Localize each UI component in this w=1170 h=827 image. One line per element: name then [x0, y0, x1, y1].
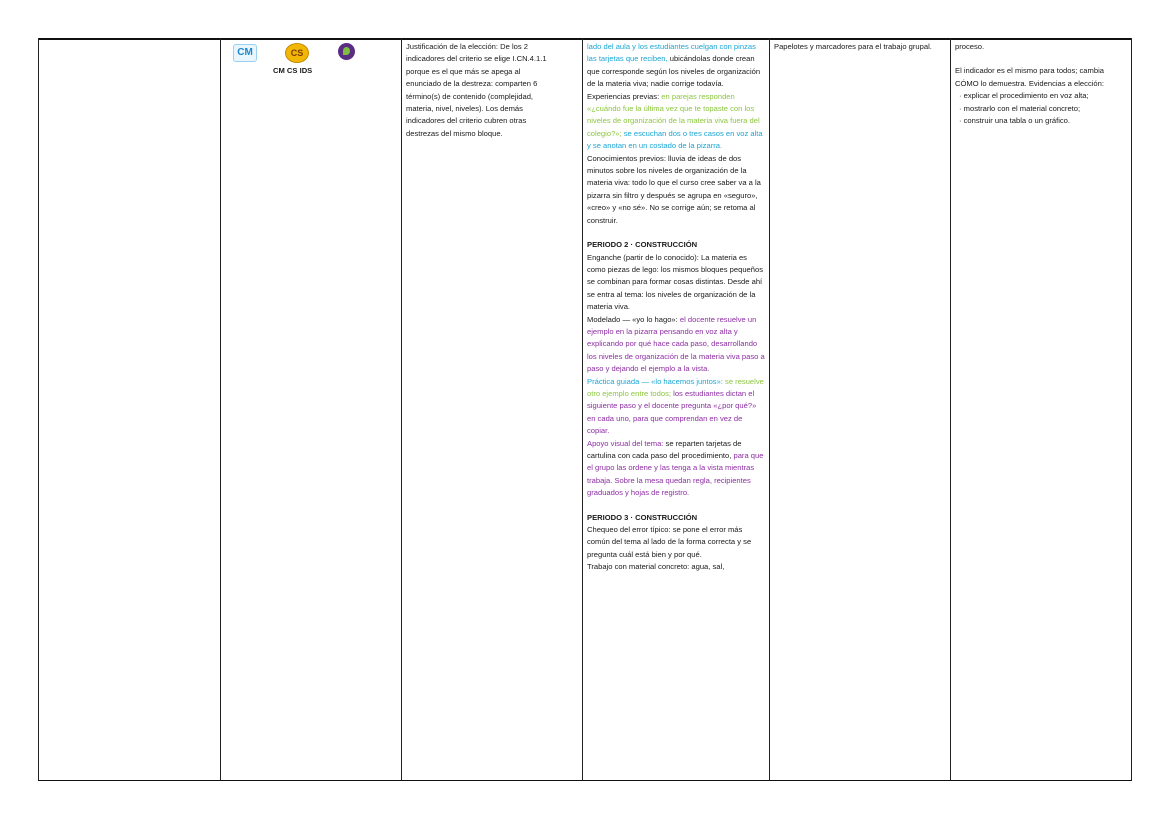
logos-caption: CM CS IDS [273, 66, 313, 75]
axes-logos [225, 41, 397, 77]
apoyo-text: se reparten tarjetas de cartulina con cada paso del procedimiento, [587, 438, 742, 460]
experiencias-paragraph [587, 91, 765, 153]
experiencias-cyan: se escuchan dos o tres casos en voz alta y se anotan en un costado de la pizarra. [587, 128, 763, 151]
cm-logo-icon: CM [233, 44, 257, 62]
apoyo-purple: para que el grupo las ordene y las tenga a la vista mientras trabaja. Sobre la mesa quedan regla, recipientes graduados y hojas de registro. [587, 451, 764, 498]
experiencias-label: Experiencias previas: [587, 91, 662, 101]
enganche-paragraph: Enganche (partir de lo conocido): La materia es como piezas de lego: los mismos bloques pequeños se combinan para formar cosas distintas. Desde ahí se entra al tema: los niveles de organización de la materia viva. [587, 252, 764, 312]
justification-line: indicadores del criterio se elige I.CN.4.1.1 [406, 54, 547, 64]
column-empty [38, 38, 221, 781]
practica-green: se resuelve otro ejemplo entre todos; [587, 376, 764, 398]
column-evaluation [951, 38, 1132, 781]
intro-paragraph [587, 41, 765, 91]
intro-text: ubicándolas donde crean que corresponde según los niveles de organización de la materia viva; nadie corrige todavía. [587, 54, 761, 89]
practica-purple: los estudiantes dictan el siguiente paso y el docente pregunta «¿por qué?» en cada uno, para que comprendan en vez de copiar. [587, 388, 757, 436]
modelado-paragraph [587, 314, 765, 376]
modelado-label: Modelado — «yo lo hago»: [587, 314, 680, 324]
column-justification [402, 38, 583, 781]
evidence-item: · mostrarlo con el material concreto; [959, 103, 1081, 113]
column-axes [221, 38, 402, 781]
apoyo-label: Apoyo visual del tema: [587, 438, 664, 448]
cs-logo-icon: CS [285, 43, 309, 63]
experiencias-green: en parejas responden «¿cuándo fue la última vez que te topaste con los niveles de organización de la materia viva fuera del colegio?»; [587, 91, 760, 138]
ids-logo-icon [338, 43, 355, 60]
conocimientos-paragraph: Conocimientos previos: lluvia de ideas de dos minutos sobre los niveles de organización de la materia viva: todo lo que el curso cree saber va a la pizarra sin filtro y después se agrupa en «seguro», «creo» y «no sé». No se corrige aún; se retoma al construir. [587, 153, 761, 225]
justification-line: indicadores del criterio cubren otras [406, 116, 527, 126]
modelado-purple: el docente resuelve un ejemplo en la pizarra pensando en voz alta y explicando por qué hace cada paso, desarrollando los niveles de organización de la materia viva paso a paso y dejando el ejemplo a la vista. [587, 314, 765, 374]
justification-line: porque es el que más se apega al [406, 66, 521, 76]
lesson-plan-table [38, 38, 1132, 781]
resources-text: Papelotes y marcadores para el trabajo grupal. [774, 42, 932, 51]
practica-paragraph [587, 376, 765, 438]
apoyo-paragraph [587, 438, 765, 500]
trabajo-paragraph: Trabajo con material concreto: agua, sal, [587, 562, 725, 572]
practica-label: Práctica guiada — «lo hacemos juntos»: [587, 376, 723, 386]
evaluation-proceso: proceso. [955, 42, 985, 51]
column-resources [770, 38, 951, 781]
column-activities [583, 38, 770, 781]
evidence-item: · explicar el procedimiento en voz alta; [959, 91, 1089, 101]
justification-line: materia, nivel, niveles). Los demás [406, 104, 523, 114]
period-3-heading: PERIODO 3 · CONSTRUCCIÓN [587, 512, 698, 522]
evidence-item: · construir una tabla o un gráfico. [959, 116, 1071, 126]
period-2-heading: PERIODO 2 · CONSTRUCCIÓN [587, 240, 698, 250]
table-bottom-border [38, 780, 1132, 781]
justification-line: enunciado de la destreza: comparten 6 [406, 79, 538, 89]
justification-line: destrezas del mismo bloque. [406, 128, 503, 138]
evaluation-indicator: El indicador es el mismo para todos; cambia CÓMO lo demuestra. Evidencias a elección: [955, 66, 1104, 88]
intro-highlight: lado del aula y los estudiantes cuelgan con pinzas las tarjetas que reciben, [587, 42, 756, 64]
justification-line: término(s) de contenido (complejidad, [406, 91, 534, 101]
justification-line: Justificación de la elección: De los 2 [406, 42, 528, 51]
chequeo-paragraph: Chequeo del error típico: se pone el error más común del tema al lado de la forma correcta y se pregunta cuál está bien y por qué. [587, 525, 752, 559]
